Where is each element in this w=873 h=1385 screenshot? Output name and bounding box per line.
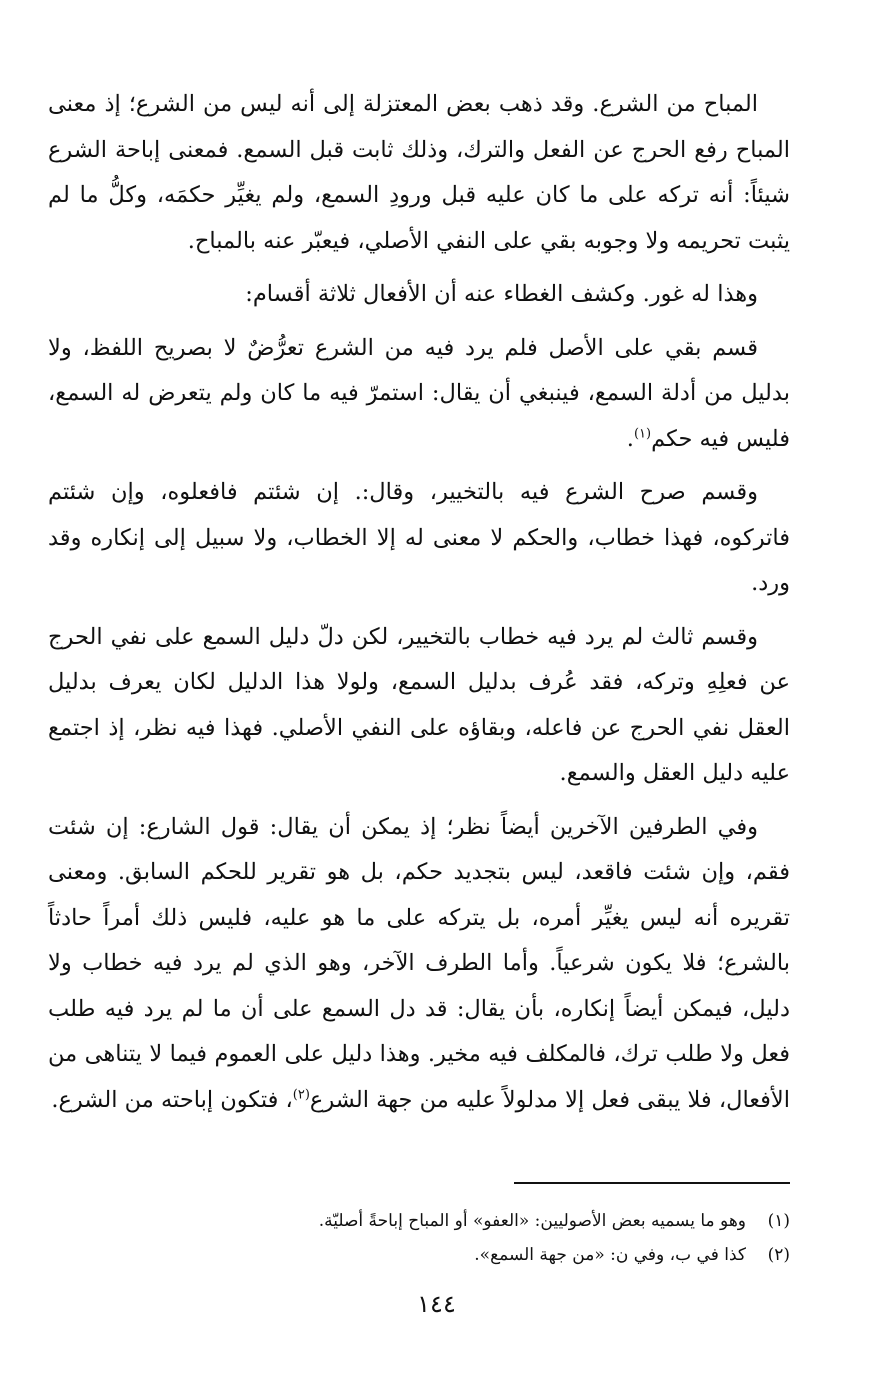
page-body [48,82,790,1131]
footnote-1-text: وهو ما يسميه بعض الأصوليين: «العفو» أو المباح إباحةً أصليّة. [318,1211,746,1231]
footnote-2-text: كذا في ب، وفي ن: «من جهة السمع». [474,1245,746,1265]
paragraph-5-text: وقسم ثالث لم يرد فيه خطاب بالتخيير، لكن دلّ دليل السمع على نفي الحرج عن فعلِهِ وتركه، فقد عُرف بدليل السمع، ولولا هذا الدليل لكان يعرف بدليل العقل نفي الحرج عن فاعله، وبقاؤه على النفي الأصلي. فهذا فيه نظر، إذ اجتمع عليه دليل العقل والسمع. [48,623,790,786]
page-number: ١٤٤ [417,1290,456,1318]
footnote-1-number: (١) [767,1211,790,1231]
paragraph-2-text: وهذا له غور. وكشف الغطاء عنه أن الأفعال ثلاثة أقسام: [245,281,758,307]
footnote-1 [90,1204,790,1238]
paragraph-1 [48,82,790,264]
paragraph-3-tail: . [626,425,634,452]
footnotes [90,1204,790,1272]
footnote-2-number: (٢) [767,1245,790,1265]
paragraph-6-tail: ، فتكون إباحته من الشرع. [51,1086,293,1113]
paragraph-1-text: المباح من الشرع. وقد ذهب بعض المعتزلة إلى أنه ليس من الشرع؛ إذ معنى المباح رفع الحرج عن الفعل والترك، وذلك ثابت قبل السمع. فمعنى إباحة الشرع شيئاً: أنه تركه على ما كان عليه قبل ورودِ السمع، ولم يغيِّر حكمَه، وكلُّ ما لم يثبت تحريمه ولا وجوبه بقي على النفي الأصلي، فيعبّر عنه بالمباح. [48,91,790,254]
footnote-divider [514,1182,790,1184]
footnote-ref-2: (٢) [292,1087,310,1102]
paragraph-6-text: وفي الطرفين الآخرين أيضاً نظر؛ إذ يمكن أن يقال: قول الشارع: إن شئت فقم، وإن شئت فاقعد، ليس بتجديد حكم، بل هو تقرير للحكم السابق. ومعنى تقريره أنه ليس يغيِّر أمره، بل يتركه على ما هو عليه، فليس ذلك أمراً حادثاً بالشرع؛ فلا يكون شرعياً. وأما الطرف الآخر، وهو الذي لم يرد فيه خطاب ولا دليل، فيمكن أيضاً إنكاره، بأن يقال: قد دل السمع على أن ما لم يرد فيه طلب فعل ولا طلب ترك، فالمكلف فيه مخير. وهذا دليل على العموم فيما لا يتناهى من الأفعال، فلا يبقى فعل إلا مدلولاً عليه من جهة الشرع [48,813,790,1113]
paragraph-2 [48,272,790,318]
paragraph-4 [48,470,790,607]
paragraph-4-text: وقسم صرح الشرع فيه بالتخيير، وقال:. إن شئتم فافعلوه، وإن شئتم فاتركوه، فهذا خطاب، والحكم لا معنى له إلا الخطاب، ولا سبيل إلى إنكاره وقد ورد. [48,479,790,596]
paragraph-6 [48,805,790,1124]
paragraph-3-text: قسم بقي على الأصل فلم يرد فيه من الشرع تعرُّضٌ لا بصريح اللفظ، ولا بدليل من أدلة السمع، فينبغي أن يقال: استمرّ فيه ما كان ولم يتعرض له السمع، فليس فيه حكم [48,334,790,452]
footnote-ref-1: (١) [633,426,652,441]
footnote-2 [90,1238,790,1272]
paragraph-5 [48,615,790,797]
paragraph-3 [48,326,790,463]
